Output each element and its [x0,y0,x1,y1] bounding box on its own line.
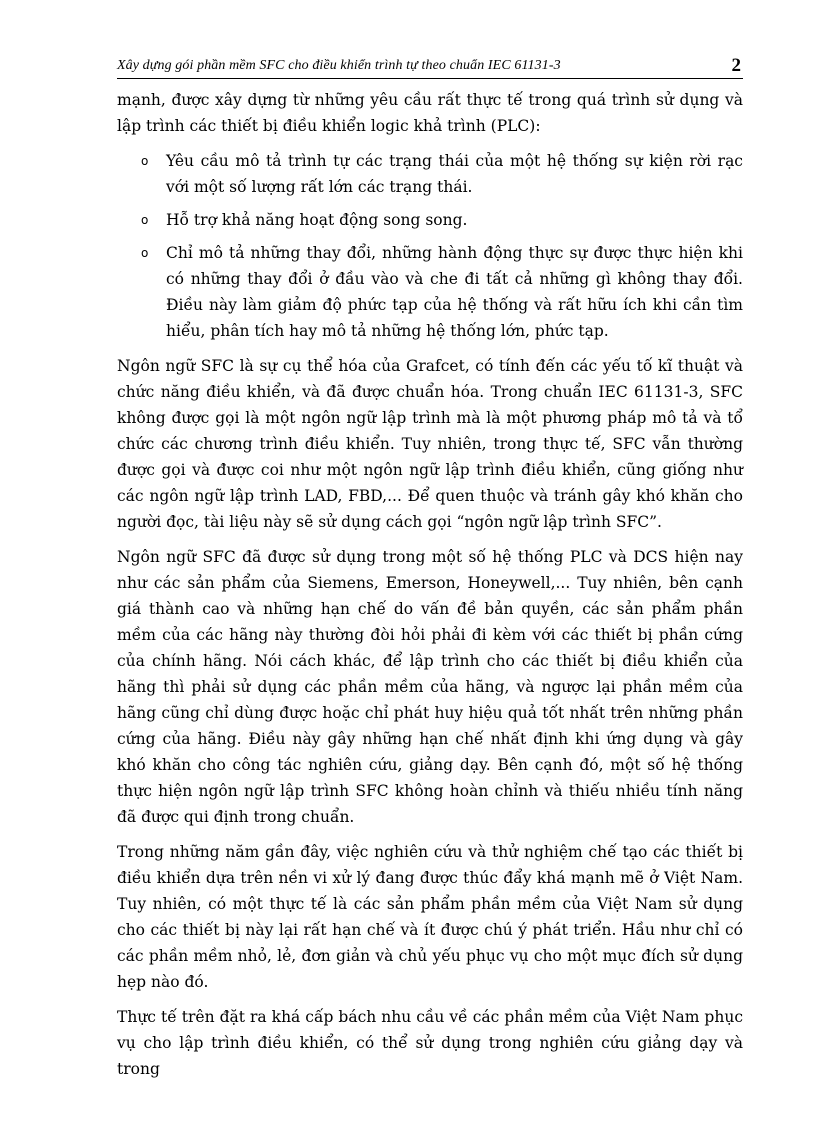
header-title: Xây dựng gói phần mềm SFC cho điều khiển trình tự theo chuẩn IEC 61131-3 [117,58,561,73]
list-item-text: Chỉ mô tả những thay đổi, những hành động thực sự được thực hiện khi có những thay đổi ở đầu vào và che đi tất cả những gì không thay đổi. Điều này làm giảm độ phức tạp của hệ thống và rất hữu ích khi cần tìm hiểu, phân tích hay mô tả những hệ thống lớn, phức tạp. [166,244,743,340]
page-header [117,52,743,79]
list-item [117,207,743,233]
intro-paragraph: mạnh, được xây dựng từ những yêu cầu rất thực tế trong quá trình sử dụng và lập trình các thiết bị điều khiển logic khả trình (PLC): [117,91,743,135]
list-item [117,148,743,200]
page-number: 2 [731,55,741,76]
list-item [117,240,743,344]
document-page [117,52,743,1091]
paragraph-sfc-definition: Ngôn ngữ SFC là sự cụ thể hóa của Grafcet, có tính đến các yếu tố kĩ thuật và chức năng điều khiển, và đã được chuẩn hóa. Trong chuẩn IEC 61131-3, SFC không được gọi là một ngôn ngữ lập trình mà là một phương pháp mô tả và tổ chức các chương trình điều khiển. Tuy nhiên, trong thực tế, SFC vẫn thường được gọi và được coi như một ngôn ngữ lập trình điều khiển, cũng giống như các ngôn ngữ lập trình LAD, FBD,... Để quen thuộc và tránh gây khó khăn cho người đọc, tài liệu này sẽ sử dụng cách gọi “ngôn ngữ lập trình SFC”. [117,357,743,531]
paragraph-vietnam-research: Trong những năm gần đây, việc nghiên cứu và thử nghiệm chế tạo các thiết bị điều khiển dựa trên nền vi xử lý đang được thúc đẩy khá mạnh mẽ ở Việt Nam. Tuy nhiên, có một thực tế là các sản phẩm phần mềm của Việt Nam sử dụng cho các thiết bị này lại rất hạn chế và ít được chú ý phát triển. Hầu như chỉ có các phần mềm nhỏ, lẻ, đơn giản và chủ yếu phục vụ cho một mục đích sử dụng hẹp nào đó. [117,843,743,991]
bullet-icon: o [141,154,149,168]
paragraph-commercial-systems: Ngôn ngữ SFC đã được sử dụng trong một số hệ thống PLC và DCS hiện nay như các sản phẩm của Siemens, Emerson, Honeywell,... Tuy nhiên, bên cạnh giá thành cao và những hạn chế do vấn đề bản quyền, các sản phẩm phần mềm của các hãng này thường đòi hỏi phải đi kèm với các thiết bị phần cứng của chính hãng. Nói cách khác, để lập trình cho các thiết bị điều khiển của hãng thì phải sử dụng các phần mềm của hãng, và ngược lại phần mềm của hãng cũng chỉ dùng được hoặc chỉ phát huy hiệu quả tốt nhất trên những phần cứng của hãng. Điều này gây những hạn chế nhất định khi ứng dụng và gây khó khăn cho công tác nghiên cứu, giảng dạy. Bên cạnh đó, một số hệ thống thực hiện ngôn ngữ lập trình SFC không hoàn chỉnh và thiếu nhiều tính năng đã được qui định trong chuẩn. [117,548,743,826]
bullet-list [117,148,743,344]
bullet-icon: o [141,213,149,227]
bullet-icon: o [141,246,149,260]
list-item-text: Yêu cầu mô tả trình tự các trạng thái của một hệ thống sự kiện rời rạc với một số lượng rất lớn các trạng thái. [166,152,743,196]
document-body [117,87,743,1082]
list-item-text: Hỗ trợ khả năng hoạt động song song. [166,211,468,229]
paragraph-software-needs: Thực tế trên đặt ra khá cấp bách nhu cầu về các phần mềm của Việt Nam phục vụ cho lập trình điều khiển, có thể sử dụng trong nghiên cứu giảng dạy và trong [117,1008,743,1078]
